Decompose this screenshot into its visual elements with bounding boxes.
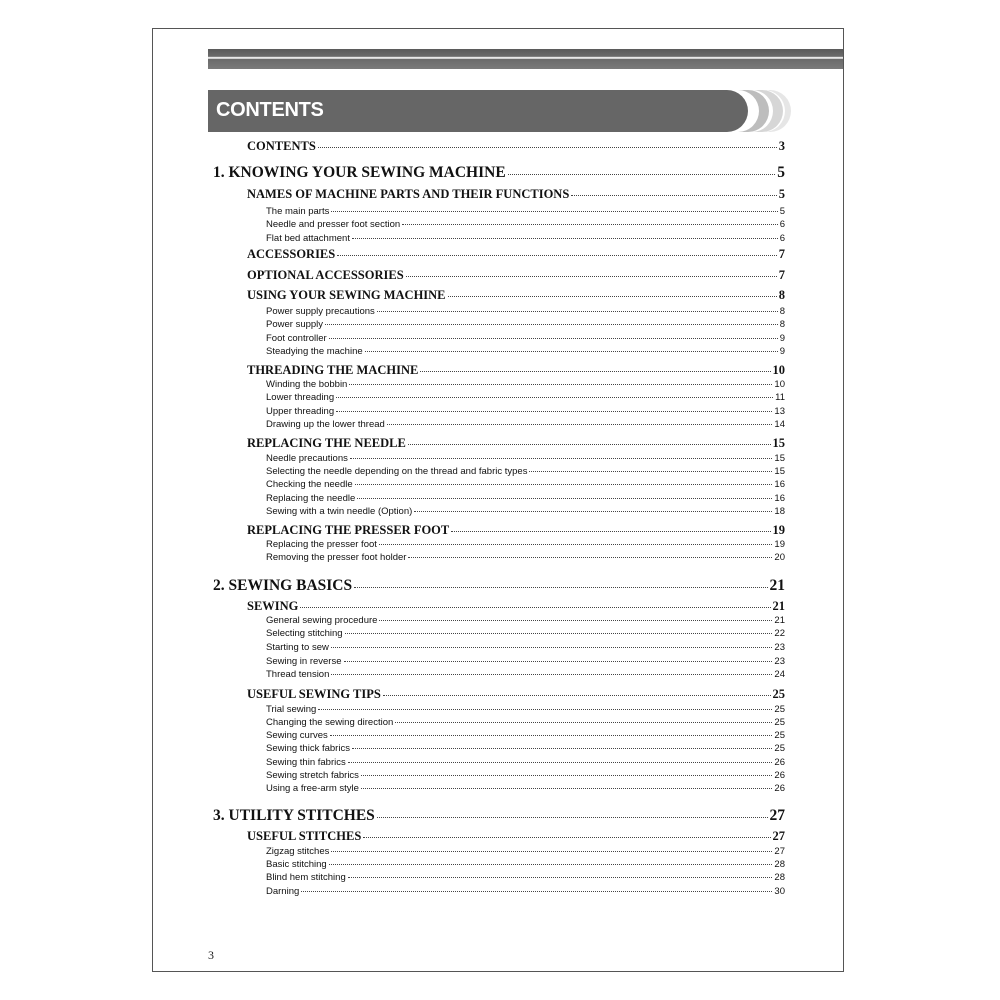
toc-entry: [247, 268, 785, 283]
toc-entry-title: The main parts: [266, 206, 330, 217]
toc-entry: [266, 319, 785, 330]
toc-entry: [266, 333, 785, 344]
toc-leader-dots: [331, 673, 772, 675]
toc-leader-dots: [352, 237, 778, 239]
toc-entry-page: 7: [778, 268, 785, 282]
toc-entry-page: 14: [774, 419, 785, 430]
toc-entry-page: 10: [774, 379, 785, 390]
toc-entry-title: Sewing thick fabrics: [266, 743, 350, 754]
table-of-contents: [153, 29, 844, 972]
toc-entry: [266, 757, 785, 768]
toc-entry-title: SEWING: [247, 599, 299, 613]
toc-entry-page: 21: [769, 577, 785, 594]
toc-entry-title: Sewing thin fabrics: [266, 757, 346, 768]
toc-entry: [266, 783, 785, 794]
toc-entry-page: 9: [779, 346, 785, 357]
toc-entry: [266, 406, 785, 417]
toc-entry-page: 15: [774, 453, 785, 464]
toc-entry-page: 25: [774, 704, 785, 715]
toc-entry: [247, 288, 785, 303]
toc-entry-page: 28: [774, 872, 785, 883]
toc-entry-page: 10: [772, 363, 785, 377]
toc-entry-page: 15: [772, 436, 785, 450]
toc-leader-dots: [325, 323, 778, 325]
toc-entry-page: 19: [772, 523, 785, 537]
toc-entry-page: 7: [778, 247, 785, 261]
toc-entry-page: 24: [774, 669, 785, 680]
toc-entry: [266, 615, 785, 626]
toc-entry: [266, 669, 785, 680]
toc-entry-page: 5: [779, 206, 785, 217]
toc-entry: [213, 164, 785, 182]
toc-entry-title: USING YOUR SEWING MACHINE: [247, 288, 446, 302]
toc-leader-dots: [336, 410, 772, 412]
toc-entry-title: 2. SEWING BASICS: [213, 577, 353, 594]
toc-entry: [266, 539, 785, 550]
toc-entry-title: Lower threading: [266, 392, 335, 403]
toc-entry-page: 9: [779, 333, 785, 344]
toc-entry-page: 5: [778, 187, 785, 201]
toc-entry: [247, 687, 785, 702]
toc-entry: [266, 206, 785, 217]
toc-entry-title: Selecting stitching: [266, 628, 343, 639]
toc-entry-page: 11: [775, 392, 785, 403]
toc-entry-title: Changing the sewing direction: [266, 717, 394, 728]
toc-entry-page: 25: [774, 730, 785, 741]
toc-entry-title: Replacing the presser foot: [266, 539, 377, 550]
toc-entry: [247, 436, 785, 451]
toc-entry-title: Power supply: [266, 319, 324, 330]
toc-entry-title: Using a free-arm style: [266, 783, 359, 794]
toc-entry: [266, 743, 785, 754]
toc-entry: [266, 506, 785, 517]
toc-leader-dots: [331, 850, 772, 852]
toc-entry-page: 19: [774, 539, 785, 550]
toc-leader-dots: [301, 890, 772, 892]
toc-entry-title: Sewing with a twin needle (Option): [266, 506, 413, 517]
toc-leader-dots: [344, 660, 773, 662]
toc-entry: [266, 419, 785, 430]
toc-leader-dots: [318, 708, 772, 710]
toc-entry-page: 26: [774, 770, 785, 781]
toc-entry: [266, 704, 785, 715]
toc-entry-page: 8: [779, 319, 785, 330]
toc-leader-dots: [331, 210, 777, 212]
toc-entry: [266, 846, 785, 857]
toc-entry-title: Sewing curves: [266, 730, 328, 741]
toc-leader-dots: [414, 510, 772, 512]
toc-leader-dots: [354, 586, 767, 588]
toc-entry-title: Removing the presser foot holder: [266, 552, 407, 563]
toc-leader-dots: [395, 721, 772, 723]
toc-entry-title: Winding the bobbin: [266, 379, 348, 390]
toc-entry-title: 1. KNOWING YOUR SEWING MACHINE: [213, 164, 506, 181]
toc-entry-title: Darning: [266, 886, 300, 897]
toc-entry-page: 27: [772, 829, 785, 843]
toc-entry-title: ACCESSORIES: [247, 247, 336, 261]
toc-entry-title: Drawing up the lower thread: [266, 419, 385, 430]
toc-entry-page: 16: [774, 479, 785, 490]
toc-entry-page: 27: [774, 846, 785, 857]
toc-entry-title: REPLACING THE PRESSER FOOT: [247, 523, 450, 537]
toc-entry: [266, 219, 785, 230]
toc-entry-page: 8: [778, 288, 785, 302]
toc-entry: [266, 346, 785, 357]
toc-entry-title: Flat bed attachment: [266, 233, 350, 244]
toc-entry-title: Needle precautions: [266, 453, 348, 464]
toc-leader-dots: [355, 483, 773, 485]
toc-entry: [266, 466, 785, 477]
toc-entry: [266, 642, 785, 653]
toc-entry-title: Basic stitching: [266, 859, 327, 870]
toc-entry: [266, 730, 785, 741]
toc-entry: [247, 139, 785, 154]
toc-entry-page: 30: [774, 886, 785, 897]
toc-entry-title: Blind hem stitching: [266, 872, 346, 883]
toc-leader-dots: [377, 816, 768, 818]
toc-entry-title: Power supply precautions: [266, 306, 375, 317]
toc-entry-title: Needle and presser foot section: [266, 219, 401, 230]
toc-entry-title: USEFUL STITCHES: [247, 829, 362, 843]
toc-entry: [247, 247, 785, 262]
toc-leader-dots: [336, 396, 773, 398]
toc-leader-dots: [379, 543, 773, 545]
toc-entry-page: 25: [772, 687, 785, 701]
toc-entry-title: General sewing procedure: [266, 615, 378, 626]
toc-leader-dots: [300, 606, 770, 608]
toc-entry-title: OPTIONAL ACCESSORIES: [247, 268, 404, 282]
toc-entry-title: Thread tension: [266, 669, 330, 680]
toc-entry-title: Trial sewing: [266, 704, 317, 715]
toc-entry-title: CONTENTS: [247, 139, 316, 153]
toc-entry-title: Foot controller: [266, 333, 327, 344]
toc-leader-dots: [420, 370, 770, 372]
toc-leader-dots: [379, 619, 772, 621]
toc-entry: [266, 493, 785, 504]
toc-entry-page: 18: [774, 506, 785, 517]
toc-leader-dots: [352, 747, 772, 749]
toc-entry: [247, 599, 785, 614]
toc-entry: [266, 453, 785, 464]
toc-entry-page: 23: [774, 642, 785, 653]
toc-entry-page: 25: [774, 743, 785, 754]
toc-entry: [266, 770, 785, 781]
toc-leader-dots: [331, 646, 773, 648]
toc-entry: [247, 523, 785, 538]
toc-entry: [247, 829, 785, 844]
toc-entry: [266, 379, 785, 390]
toc-entry: [266, 656, 785, 667]
toc-entry-title: Starting to sew: [266, 642, 329, 653]
toc-leader-dots: [361, 774, 772, 776]
toc-entry-title: Zigzag stitches: [266, 846, 330, 857]
toc-entry-page: 6: [779, 219, 785, 230]
toc-entry: [266, 886, 785, 897]
toc-leader-dots: [448, 295, 777, 297]
toc-entry-page: 8: [779, 306, 785, 317]
toc-entry-page: 26: [774, 783, 785, 794]
toc-leader-dots: [406, 275, 777, 277]
toc-entry: [266, 552, 785, 563]
toc-leader-dots: [318, 146, 777, 148]
toc-leader-dots: [508, 173, 776, 175]
toc-entry: [266, 872, 785, 883]
toc-entry: [247, 363, 785, 378]
toc-leader-dots: [348, 761, 773, 763]
toc-entry-title: REPLACING THE NEEDLE: [247, 436, 406, 450]
toc-entry-page: 16: [774, 493, 785, 504]
toc-leader-dots: [329, 337, 778, 339]
toc-entry-page: 22: [774, 628, 785, 639]
toc-entry-page: 28: [774, 859, 785, 870]
toc-entry-title: Replacing the needle: [266, 493, 356, 504]
toc-entry-page: 5: [777, 164, 785, 181]
toc-entry-title: Upper threading: [266, 406, 335, 417]
toc-entry-page: 3: [778, 139, 785, 153]
footer-page-number: 3: [208, 948, 214, 962]
toc-entry: [266, 306, 785, 317]
toc-leader-dots: [337, 254, 777, 256]
toc-entry-title: Selecting the needle depending on the thread and fabric types: [266, 466, 528, 477]
toc-entry-title: Sewing stretch fabrics: [266, 770, 359, 781]
toc-leader-dots: [402, 223, 778, 225]
toc-leader-dots: [350, 457, 773, 459]
toc-entry-title: THREADING THE MACHINE: [247, 363, 419, 377]
toc-leader-dots: [365, 350, 778, 352]
toc-leader-dots: [345, 632, 773, 634]
toc-entry: [266, 717, 785, 728]
toc-leader-dots: [349, 383, 772, 385]
toc-leader-dots: [330, 734, 773, 736]
toc-entry-page: 26: [774, 757, 785, 768]
toc-entry: [266, 392, 785, 403]
toc-leader-dots: [408, 443, 771, 445]
toc-entry: [266, 859, 785, 870]
toc-entry-page: 6: [779, 233, 785, 244]
toc-entry: [266, 233, 785, 244]
toc-entry-page: 15: [774, 466, 785, 477]
toc-entry-page: 25: [774, 717, 785, 728]
toc-entry-title: 3. UTILITY STITCHES: [213, 807, 375, 824]
toc-entry: [213, 807, 785, 825]
toc-entry-title: NAMES OF MACHINE PARTS AND THEIR FUNCTIONS: [247, 187, 570, 201]
toc-entry-page: 21: [772, 599, 785, 613]
toc-entry-title: Steadying the machine: [266, 346, 363, 357]
document-page: [152, 28, 844, 972]
toc-leader-dots: [377, 310, 778, 312]
toc-leader-dots: [529, 470, 772, 472]
toc-entry-page: 21: [774, 615, 785, 626]
toc-leader-dots: [363, 836, 770, 838]
toc-leader-dots: [408, 556, 772, 558]
toc-leader-dots: [361, 787, 773, 789]
toc-entry-page: 23: [774, 656, 785, 667]
toc-leader-dots: [383, 694, 771, 696]
toc-entry: [266, 479, 785, 490]
toc-entry-page: 13: [774, 406, 785, 417]
toc-leader-dots: [387, 423, 773, 425]
toc-leader-dots: [348, 876, 773, 878]
toc-leader-dots: [329, 863, 773, 865]
toc-entry-title: USEFUL SEWING TIPS: [247, 687, 381, 701]
toc-entry-page: 27: [769, 807, 785, 824]
toc-leader-dots: [357, 497, 772, 499]
toc-entry: [213, 577, 785, 595]
toc-entry-page: 20: [774, 552, 785, 563]
toc-leader-dots: [451, 530, 770, 532]
page-title: CONTENTS: [216, 99, 324, 121]
toc-entry-title: Sewing in reverse: [266, 656, 342, 667]
toc-entry: [266, 628, 785, 639]
toc-entry-title: Checking the needle: [266, 479, 353, 490]
toc-leader-dots: [571, 194, 776, 196]
toc-entry: [247, 187, 785, 202]
